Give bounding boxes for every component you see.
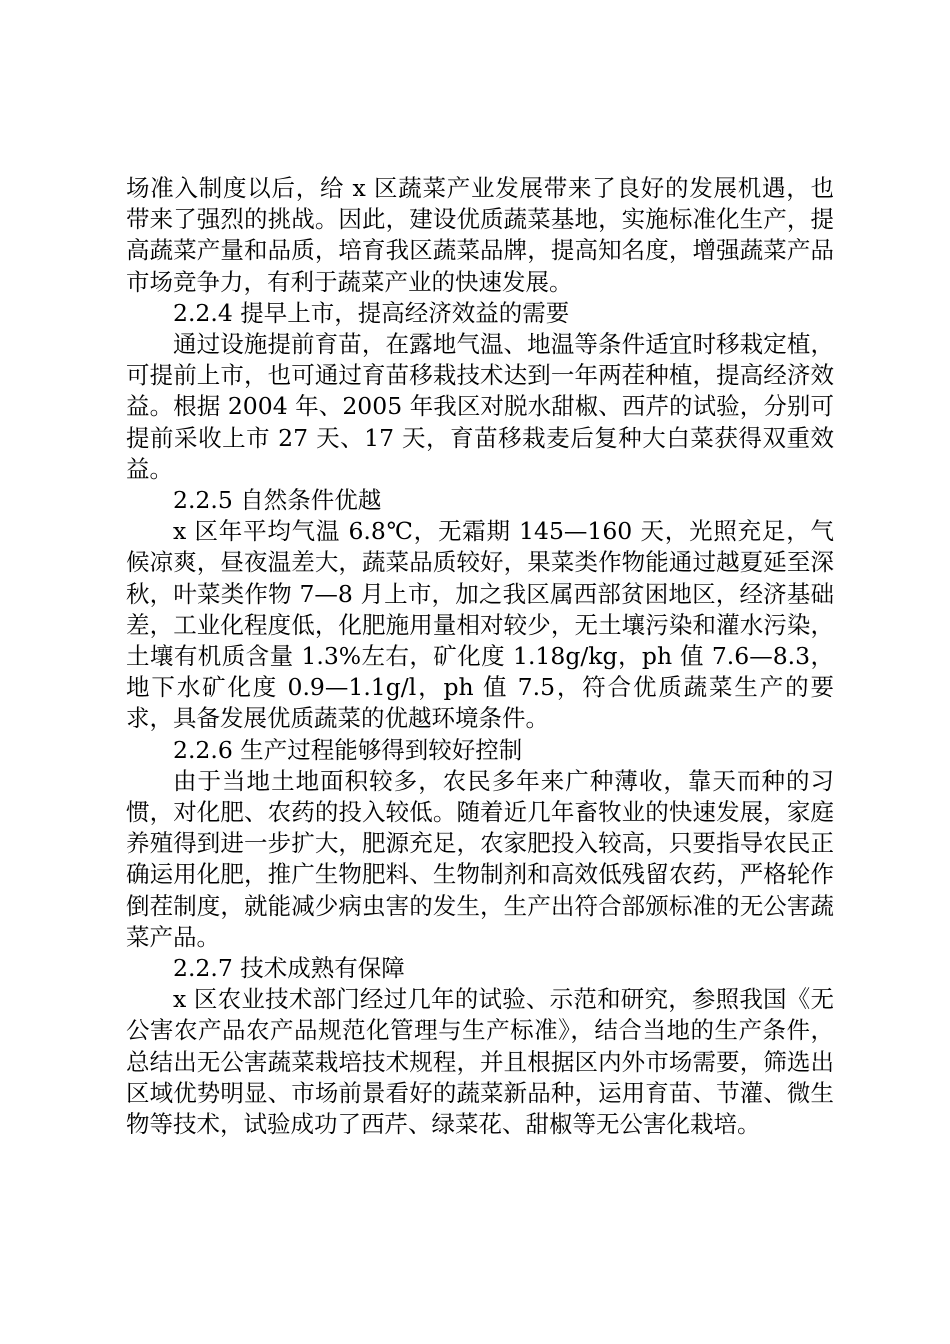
paragraph-market-access: 场准入制度以后，给 x 区蔬菜产业发展带来了良好的发展机遇，也带来了强烈的挑战。因此，建设优质蔬菜基地，实施标准化生产，提高蔬菜产量和品质，培育我区蔬菜品牌，提高知名度，增强蔬菜产品市场竞争力，有利于蔬菜产业的快速发展。 (126, 174, 834, 296)
paragraph-production-control: 由于当地土地面积较多，农民多年来广种薄收，靠天而种的习惯，对化肥、农药的投入较低。随着近几年畜牧业的快速发展，家庭养殖得到进一步扩大，肥源充足，农家肥投入较高，只要指导农民正确运用化肥，推广生物肥料、生物制剂和高效低残留农药，严格轮作倒茬制度，就能减少病虫害的发生，生产出符合部颁标准的无公害蔬菜产品。 (126, 766, 834, 951)
heading-2-2-5: 2.2.5 自然条件优越 (173, 486, 382, 515)
paragraph-technology: x 区农业技术部门经过几年的试验、示范和研究，参照我国《无公害农产品农产品规范化管理与生产标准》，结合当地的生产条件，总结出无公害蔬菜栽培技术规程，并且根据区内外市场需要，筛选出区域优势明显、市场前景看好的蔬菜新品种，运用育苗、节灌、微生物等技术，试验成功了西芹、绿菜花、甜椒等无公害化栽培。 (126, 985, 834, 1139)
heading-2-2-4: 2.2.4 提早上市，提高经济效益的需要 (173, 298, 570, 327)
paragraph-natural-conditions: x 区年平均气温 6.8℃，无霜期 145—160 天，光照充足，气候凉爽，昼夜温差大，蔬菜品质较好，果菜类作物能通过越夏延至深秋，叶菜类作物 7—8 月上市，加之我区属西部贫困地区，经济基础差，工业化程度低，化肥施用量相对较少，无土壤污染和灌水污染，土壤有机质含量 1.3%左右，矿化度 1.18g/kg，ph 值 7.6—8.3，地下水矿化度 0.9—1.1g/l，ph 值 7.5，符合优质蔬菜生产的要求，具备发展优质蔬菜的优越环境条件。 (126, 517, 834, 733)
heading-2-2-7: 2.2.7 技术成熟有保障 (173, 954, 405, 983)
heading-2-2-6: 2.2.6 生产过程能够得到较好控制 (173, 735, 523, 764)
paragraph-early-market: 通过设施提前育苗，在露地气温、地温等条件适宜时移栽定植，可提前上市，也可通过育苗移栽技术达到一年两茬种植，提高经济效益。根据 2004 年、2005 年我区对脱水甜椒、西芹的试验，分别可提前采收上市 27 天、17 天，育苗移栽麦后复种大白菜获得双重效益。 (126, 330, 834, 483)
document-page (126, 173, 834, 1140)
